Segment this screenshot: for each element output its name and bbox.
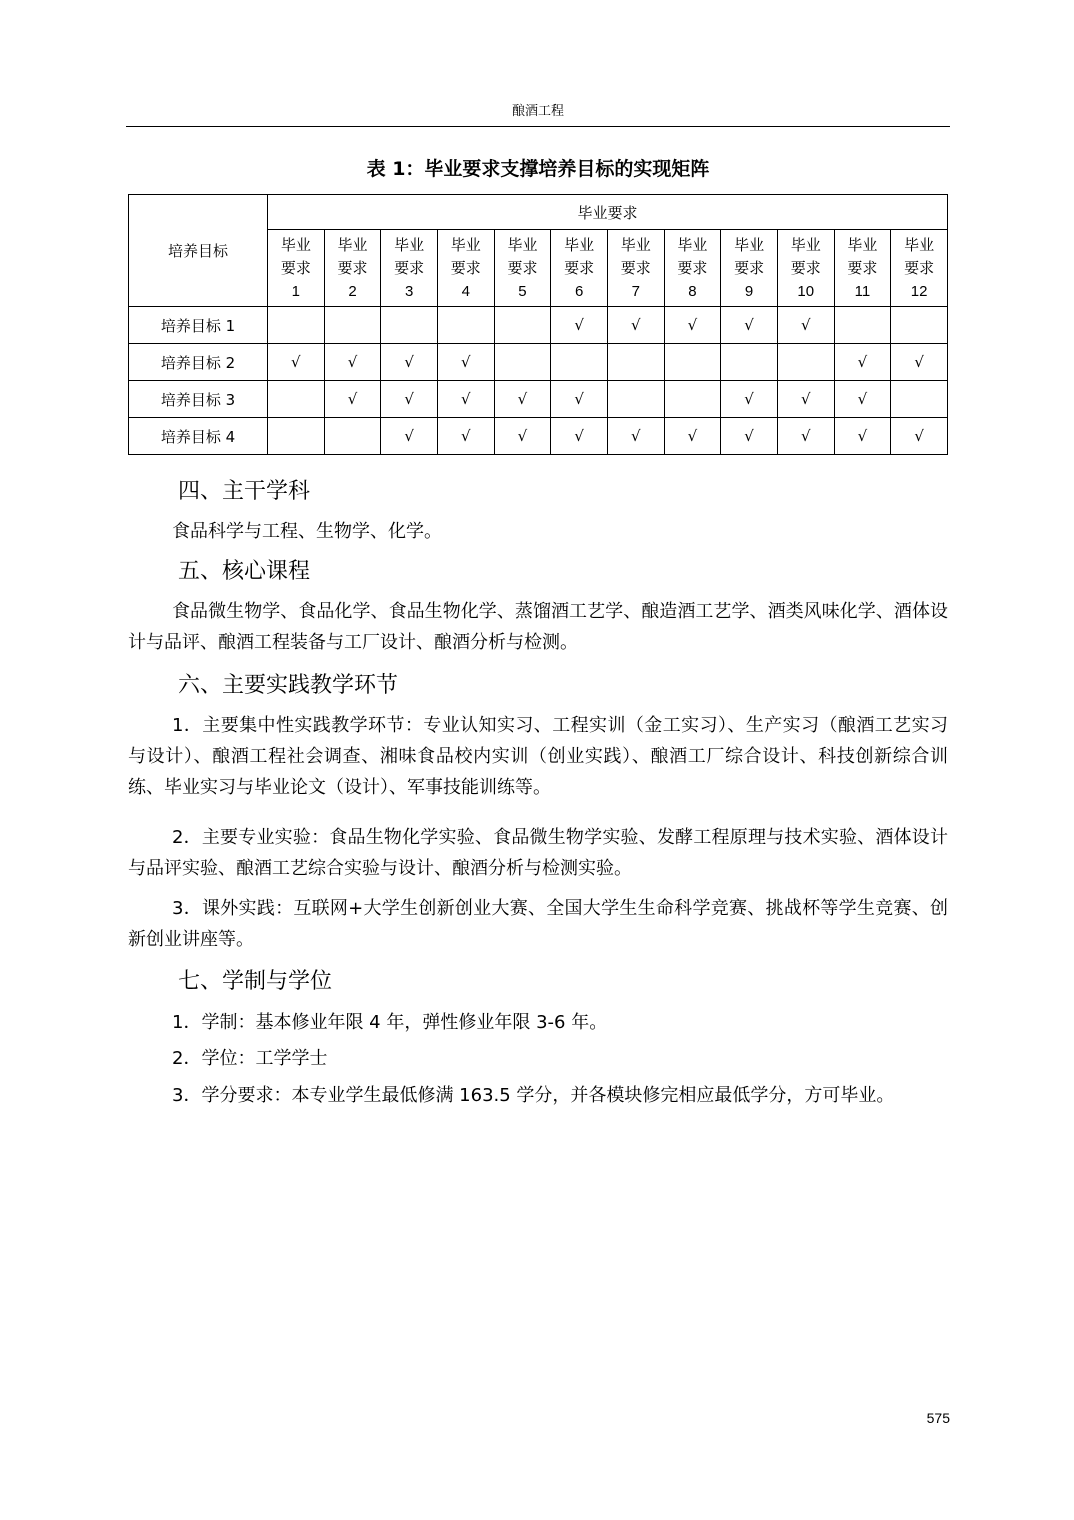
section-4-heading: 四、主干学科: [178, 479, 311, 504]
requirement-header-line2: 要求: [620, 258, 651, 277]
section-4-text: 食品科学与工程、生物学、化学。: [172, 521, 442, 542]
matrix-cell: √: [381, 418, 438, 455]
goal-label: 培养目标 1: [129, 307, 268, 344]
matrix-cell: √: [437, 418, 494, 455]
matrix-cell: √: [324, 381, 381, 418]
matrix-cell: √: [551, 381, 608, 418]
requirement-header-number: 9: [744, 282, 754, 300]
requirement-header-number: 10: [797, 282, 815, 300]
matrix-cell: √: [437, 381, 494, 418]
goal-label: 培养目标 4: [129, 418, 268, 455]
matrix-cell: [437, 307, 494, 344]
matrix-cell: [664, 381, 721, 418]
matrix-cell: [551, 344, 608, 381]
requirement-header-12: [891, 230, 948, 307]
section-6-paragraph-3: 3．课外实践：互联网+大学生创新创业大赛、全国大学生生命科学竞赛、挑战杯等学生竞赛、创新创业讲座等。: [128, 898, 948, 950]
matrix-cell: √: [381, 381, 438, 418]
requirement-header-6: [551, 230, 608, 307]
running-header-title: 酿酒工程: [511, 104, 564, 119]
requirement-header-line1: 毕业: [337, 235, 368, 254]
requirements-group-header: 毕业要求: [268, 195, 948, 230]
matrix-cell: √: [721, 418, 778, 455]
goal-column-header: 培养目标: [129, 195, 268, 307]
matrix-cell: [494, 344, 551, 381]
requirement-header-number: 11: [854, 282, 871, 300]
requirement-header-line2: 要求: [677, 258, 708, 277]
requirement-header-line1: 毕业: [564, 235, 595, 254]
requirement-header-line2: 要求: [337, 258, 368, 277]
requirement-header-line2: 要求: [847, 258, 878, 277]
requirement-header-line1: 毕业: [790, 235, 821, 254]
requirement-header-line1: 毕业: [450, 235, 481, 254]
requirement-header-line2: 要求: [734, 258, 765, 277]
requirement-header-8: [664, 230, 721, 307]
matrix-cell: √: [324, 344, 381, 381]
goal-label: 培养目标 2: [129, 344, 268, 381]
matrix-cell: [381, 307, 438, 344]
matrix-cell: √: [437, 344, 494, 381]
section-6-heading: 六、主要实践教学环节: [178, 673, 399, 698]
section-7-heading: 七、学制与学位: [178, 969, 333, 994]
matrix-cell: [268, 418, 325, 455]
section-6-paragraph-2: 2．主要专业实验：食品生物化学实验、食品微生物学实验、发酵工程原理与技术实验、酒体设计与品评实验、酿酒工艺综合实验与设计、酿酒分析与检测实验。: [128, 827, 948, 879]
matrix-cell: √: [777, 381, 834, 418]
requirement-header-line2: 要求: [394, 258, 425, 277]
table-row: [129, 418, 948, 455]
matrix-cell: √: [494, 418, 551, 455]
matrix-cell: √: [721, 307, 778, 344]
requirement-header-number: 12: [910, 282, 928, 300]
requirement-header-number: 3: [404, 282, 414, 300]
matrix-cell: √: [721, 381, 778, 418]
requirement-header-line2: 要求: [790, 258, 821, 277]
section-5-text: 食品微生物学、食品化学、食品生物化学、蒸馏酒工艺学、酿造酒工艺学、酒类风味化学、酒体设计与品评、酿酒工程装备与工厂设计、酿酒分析与检测。: [128, 601, 948, 653]
requirement-header-line1: 毕业: [394, 235, 425, 254]
matrix-cell: [268, 381, 325, 418]
matrix-cell: √: [777, 307, 834, 344]
requirement-header-line1: 毕业: [904, 235, 935, 254]
requirements-matrix-table: [128, 194, 948, 455]
matrix-cell: √: [551, 418, 608, 455]
requirement-header-line1: 毕业: [677, 235, 708, 254]
requirement-header-7: [607, 230, 664, 307]
matrix-cell: √: [834, 344, 891, 381]
requirement-header-line2: 要求: [507, 258, 538, 277]
requirement-header-line1: 毕业: [620, 235, 651, 254]
requirement-header-number: 2: [348, 282, 357, 300]
matrix-cell: √: [381, 344, 438, 381]
requirement-header-line2: 要求: [564, 258, 595, 277]
table-row: [129, 381, 948, 418]
section-7-paragraph-1: 1．学制：基本修业年限 4 年，弹性修业年限 3-6 年。: [172, 1012, 608, 1033]
requirement-header-11: [834, 230, 891, 307]
requirement-header-4: [437, 230, 494, 307]
matrix-cell: [891, 381, 948, 418]
matrix-cell: [721, 344, 778, 381]
matrix-cell: √: [607, 418, 664, 455]
requirement-header-3: [381, 230, 438, 307]
matrix-cell: √: [664, 307, 721, 344]
matrix-cell: [834, 307, 891, 344]
requirement-header-line1: 毕业: [280, 235, 311, 254]
matrix-cell: [607, 344, 664, 381]
section-5-heading: 五、核心课程: [178, 559, 311, 584]
matrix-cell: √: [891, 344, 948, 381]
matrix-cell: [664, 344, 721, 381]
matrix-cell: √: [834, 418, 891, 455]
matrix-cell: √: [664, 418, 721, 455]
requirement-header-line1: 毕业: [847, 235, 878, 254]
table-title: 表 1：毕业要求支撑培养目标的实现矩阵: [366, 158, 710, 180]
matrix-cell: √: [551, 307, 608, 344]
requirement-header-line2: 要求: [280, 258, 311, 277]
requirement-header-line1: 毕业: [507, 235, 538, 254]
matrix-cell: √: [494, 381, 551, 418]
matrix-cell: [324, 307, 381, 344]
requirement-header-10: [777, 230, 834, 307]
requirement-header-1: [268, 230, 325, 307]
matrix-cell: √: [607, 307, 664, 344]
running-header: [126, 100, 950, 127]
requirement-header-number: 8: [688, 282, 697, 300]
page-number: 575: [926, 1410, 950, 1426]
requirement-header-number: 6: [574, 282, 584, 300]
matrix-cell: [268, 307, 325, 344]
matrix-cell: [494, 307, 551, 344]
requirement-header-line1: 毕业: [734, 235, 765, 254]
requirement-header-2: [324, 230, 381, 307]
table-row: [129, 307, 948, 344]
matrix-cell: [891, 307, 948, 344]
matrix-cell: [324, 418, 381, 455]
matrix-cell: √: [777, 418, 834, 455]
requirement-header-number: 5: [518, 282, 527, 300]
requirement-header-9: [721, 230, 778, 307]
matrix-cell: √: [891, 418, 948, 455]
section-7-paragraph-2: 2．学位：工学学士: [172, 1048, 328, 1069]
matrix-cell: √: [268, 344, 325, 381]
matrix-cell: √: [834, 381, 891, 418]
table-row: [129, 344, 948, 381]
section-7-paragraph-3: 3．学分要求：本专业学生最低修满 163.5 学分，并各模块修完相应最低学分，方可毕业。: [172, 1085, 895, 1106]
requirement-header-number: 7: [631, 282, 640, 300]
matrix-cell: [607, 381, 664, 418]
requirement-header-number: 4: [461, 282, 470, 300]
table-header-row: [129, 195, 948, 230]
requirement-header-5: [494, 230, 551, 307]
requirement-header-line2: 要求: [450, 258, 481, 277]
requirement-header-line2: 要求: [904, 258, 935, 277]
matrix-cell: [777, 344, 834, 381]
requirement-header-number: 1: [291, 282, 300, 300]
section-6-paragraph-1: 1．主要集中性实践教学环节：专业认知实习、工程实训（金工实习）、生产实习（酿酒工艺实习与设计）、酿酒工程社会调查、湘味食品校内实训（创业实践）、酿酒工厂综合设计、科技创新综合训练、毕业实习与毕业论文（设计）、军事技能训练等。: [128, 715, 948, 798]
goal-label: 培养目标 3: [129, 381, 268, 418]
